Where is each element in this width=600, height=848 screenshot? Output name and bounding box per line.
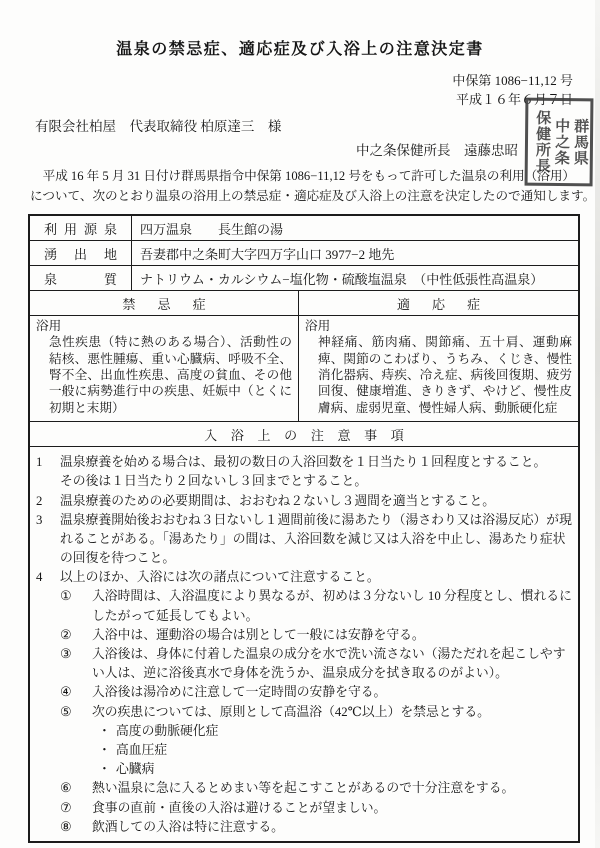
bullet-item: ・ 高血圧症: [98, 741, 572, 760]
bathing-notes-header: 入浴上の注意事項: [30, 422, 578, 447]
sender-line: 中之条保健所長 遠藤忠昭: [356, 143, 518, 158]
note-number: 1: [36, 455, 43, 470]
row-value: 四万温泉 長生館の湯: [140, 222, 284, 237]
decision-table: [28, 214, 580, 843]
subnote-item-4: [60, 683, 572, 702]
intro-line: について、次のとおり温泉の浴用上の禁忌症・適応症及び入浴上の注意を決定したので通知します。: [30, 189, 596, 204]
subnote-number: ②: [60, 627, 72, 642]
bullet-item: ・ 心臓病: [98, 760, 572, 779]
subnote-text: 飲酒しての入浴は特に注意する。: [92, 819, 284, 834]
note-item-4: [36, 568, 572, 587]
note-number: 4: [36, 570, 43, 585]
note-number: 3: [36, 512, 43, 527]
subnote-text: 入浴後は、身体に付着した温泉の成分を水で洗い流さない（湯ただれを起こしやすい人は、逆に浴後真水で身体を洗うか、温泉成分を拭き取るのがよい）。: [92, 647, 566, 681]
note-text: 温泉療養を始める場合は、最初の数日の入浴回数を１日当たり１回程度とすること。: [60, 455, 547, 470]
subnote-number: ①: [60, 589, 72, 604]
seal-line: 保健所長: [533, 109, 551, 174]
subnote-text: 入浴中は、運動浴の場合は別として一般には安静を守る。: [92, 627, 425, 642]
indications-header-row: [30, 291, 578, 316]
subnote-item-3: [60, 645, 572, 683]
bathing-notes-body: [30, 447, 578, 841]
note-text: 以上のほか、入浴には次の諸点について注意すること。: [60, 570, 380, 585]
subnote-text: 入浴後は湯冷めに注意して一定時間の安静を守る。: [92, 685, 387, 700]
intro-line: 平成 16 年 5 月 31 日付け群馬県指令中保第 1086−11,12 号をもって許可した温泉の利用（浴用）: [30, 169, 576, 183]
indications-body-row: [30, 316, 578, 422]
table-row-source: [30, 216, 578, 241]
table-row-location: [30, 241, 578, 266]
row-label: 利用源泉: [30, 216, 132, 240]
subnote-number: ⑤: [60, 704, 72, 719]
intro-paragraph: [30, 166, 596, 207]
subnote-number: ③: [60, 647, 72, 662]
subnote-number: ⑥: [60, 781, 72, 796]
indications-text: 神経痛、筋肉痛、関節痛、五十肩、運動麻痺、関節のこわばり、うちみ、くじき、慢性消化器病、痔疾、冷え症、病後回復期、疲労回復、健康増進、きりきず、やけど、慢性皮膚病、虚弱児童、慢性婦人病、動脈硬化症: [318, 335, 572, 415]
row-value: ナトリウム・カルシウム−塩化物・硫酸塩温泉 （中性低張性高温泉）: [140, 272, 544, 287]
subnote-text: 食事の直前・直後の入浴は避けることが望ましい。: [92, 800, 387, 815]
subnote-number: ④: [60, 685, 72, 700]
contraindications-text: 急性疾患（特に熱のある場合）、活動性の結核、悪性腫瘍、重い心臓病、呼吸不全、腎不全、出血性疾患、高度の貧血、その他一般に病勢進行中の疾患、妊娠中（とくに初期と末期）: [49, 335, 292, 415]
indications-cell: [299, 316, 578, 421]
note-item-2: [36, 492, 572, 511]
table-row-spring-quality: [30, 266, 578, 291]
subnote-text: 入浴時間は、入浴温度により異なるが、初めは３分ないし 10 分程度とし、慣れるにしたがって延長してもよい。: [92, 589, 572, 623]
subnote-item-1: [60, 587, 572, 625]
document-number: 中保第 1086−11,12 号: [452, 73, 573, 88]
subnote-number: ⑦: [60, 800, 72, 815]
seal-line: 中之条: [552, 117, 570, 167]
note-text: 温泉療養のための必要期間は、おおむね２ないし３週間を適当とすること。: [60, 493, 496, 508]
recipient-line: 有限会社柏屋 代表取締役 柏原達三 様: [35, 119, 282, 134]
row-label: 泉質: [30, 266, 132, 290]
note-number: 2: [36, 493, 43, 508]
seal-line: 群馬県: [571, 118, 589, 167]
subnote-item-6: [60, 779, 572, 798]
subnote-item-8: [60, 818, 572, 837]
contraindications-header: 禁忌症: [30, 291, 299, 315]
subnote-text: 次の疾患については、原則として高温浴（42℃以上）を禁忌とする。: [92, 704, 490, 719]
note-text: 温泉療養開始後おおむね３日ないし１週間前後に湯あたり（湯さわり又は浴湯反応）が現れることがある。「湯あたり」の間は、入浴回数を減じ又は入浴を中止し、湯あたり症状の回復を待つこと。: [60, 512, 572, 566]
subnote-item-2: [60, 626, 572, 645]
document-date: 平成１６年６月７日: [455, 92, 573, 107]
subnote-text: 熱い温泉に急に入るとめまい等を起こすことがあるので十分注意をする。: [92, 781, 515, 796]
bullet-item: ・ 高度の動脈硬化症: [98, 722, 572, 741]
subnote-item-7: [60, 799, 572, 818]
scan-edge-artifact: [595, 0, 600, 848]
subnote-item-5: [60, 703, 572, 780]
note-item-3: [36, 511, 572, 569]
usage-category: 浴用: [305, 319, 331, 333]
contraindications-cell: [30, 316, 299, 421]
row-label: 湧出地: [30, 241, 132, 265]
note-text: その後は１日当たり２回ないし３回までとすること。: [60, 474, 368, 489]
document-title: 温泉の禁忌症、適応症及び入浴上の注意決定書: [116, 41, 484, 58]
indications-header: 適応症: [396, 297, 503, 312]
note-item-1: [36, 453, 572, 491]
usage-category: 浴用: [36, 319, 62, 333]
subnote-number: ⑧: [60, 819, 72, 834]
row-value: 吾妻郡中之条町大字四万字山口 3977−2 地先: [140, 247, 395, 262]
